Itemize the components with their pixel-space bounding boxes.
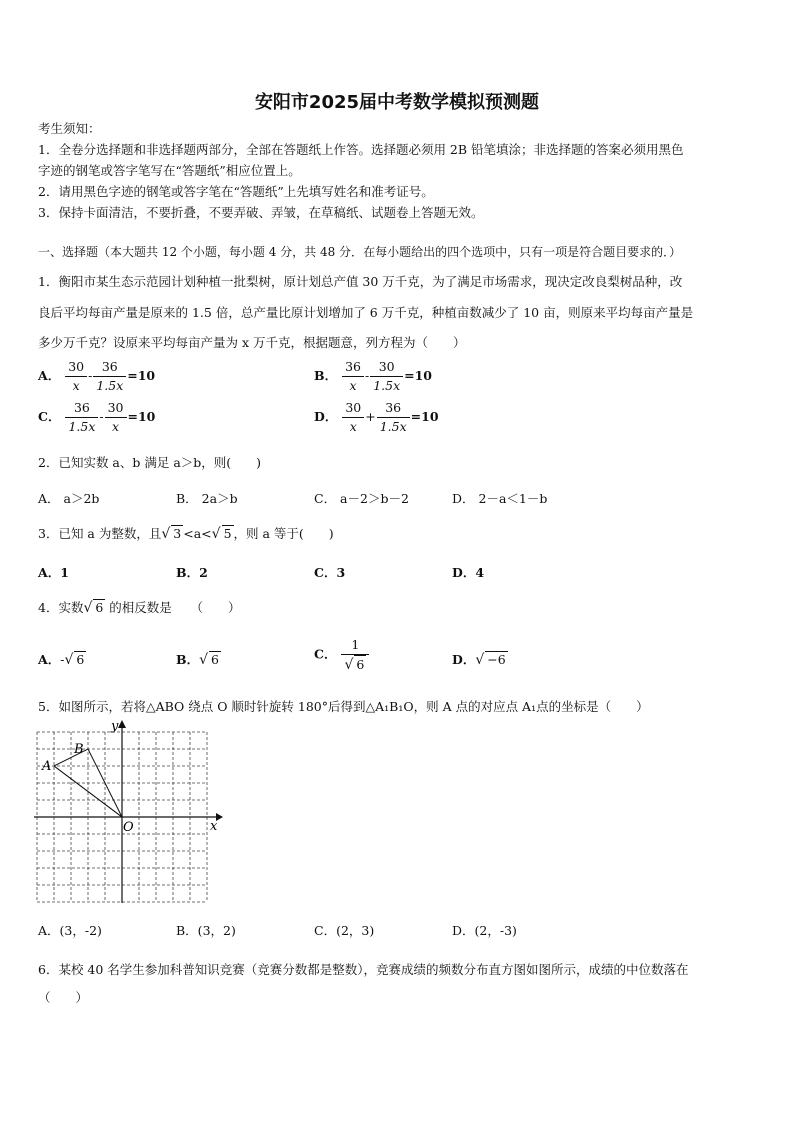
notice-item: 字迹的钢笔或答字笔写在“答题纸”相应位置上。 [38, 163, 301, 178]
q1-option-b: B． $\frac{36}{x}$ - $\frac{30}{1.5x}$ =10 [314, 359, 433, 393]
q2-option-c: C． a－2＞b－2 [314, 491, 409, 506]
q5-option-a: A．(3，-2) [38, 923, 102, 938]
y-axis-label: y [111, 719, 119, 734]
point-a-label: A [42, 759, 52, 774]
x-axis-label: x [210, 819, 218, 834]
page-title: 安阳市2025届中考数学模拟预测题 [254, 92, 540, 113]
q5-option-d: D．(2，-3) [452, 923, 517, 938]
q2-option-d: D． 2－a＜1－b [452, 491, 548, 506]
notice-heading: 考生须知： [38, 121, 101, 136]
q1-stem: 多少万千克？设原来平均每亩产量为 x 万千克，根据题意，列方程为（ ） [38, 335, 466, 350]
q4-option-d: D．√ −6 [452, 652, 506, 668]
q4-stem: 4．实数√ 6 的相反数是 （ ） [38, 600, 241, 616]
q1-stem: 良后平均每亩产量是原来的 1.5 倍，总产量比原计划增加了 6 万千克，种植亩数减少了 10 亩，则原来平均每亩产量是 [38, 305, 694, 320]
q1-option-d: D． $\frac{30}{x}$ + $\frac{36}{1.5x}$ =10 [314, 400, 439, 434]
q3-option-a: A．1 [38, 565, 69, 580]
notice-item: 3．保持卡面清洁，不要折叠，不要弄破、弄皱，在草稿纸、试题卷上答题无效。 [38, 205, 484, 220]
q3-option-c: C．3 [314, 565, 346, 580]
section-heading: 一、选择题（本大题共 12 个小题，每小题 4 分，共 48 分．在每小题给出的四个选项中，只有一项是符合题目要求的．） [38, 245, 682, 259]
point-b-label: B [74, 742, 84, 757]
q1-stem: 1．衡阳市某生态示范园计划种植一批梨树，原计划总产值 30 万千克，为了满足市场需求，现决定改良梨树品种，改 [38, 274, 683, 289]
q4-option-c: C． $\frac{1}{√ 6}$ [314, 636, 370, 674]
notice-item: 1．全卷分选择题和非选择题两部分，全部在答题纸上作答。选择题必须用 2B 铅笔填涂；非选择题的答案必须用黑色 [38, 142, 684, 157]
q4-option-b: B．√ 6 [176, 652, 219, 668]
q2-stem: 2．已知实数 a、b 满足 a＞b，则( ) [38, 455, 262, 470]
q6-stem: （ ） [38, 990, 89, 1005]
y-axis-arrow [118, 720, 126, 728]
q6-stem: 6．某校 40 名学生参加科普知识竞赛（竞赛分数都是整数），竞赛成绩的频数分布直方图如图所示，成绩的中位数落在 [38, 962, 689, 977]
q3-option-b: B．2 [176, 565, 208, 580]
q5-stem: 5．如图所示，若将△ABO 绕点 O 顺时针旋转 180°后得到△A₁B₁O，则 A 点的对应点 A₁点的坐标是（ ） [38, 699, 649, 714]
q5-coordinate-figure [34, 718, 224, 904]
notice-item: 2．请用黑色字迹的钢笔或答字笔在“答题纸”上先填写姓名和准考证号。 [38, 184, 434, 199]
q4-option-a: A．-√ 6 [38, 652, 85, 668]
q5-option-c: C．(2，3) [314, 923, 375, 938]
q3-option-d: D．4 [452, 565, 485, 580]
q3-stem: 3．已知 a 为整数，且√ 3 <a<√ 5 ，则 a 等于( ) [38, 526, 334, 542]
origin-label: O [123, 820, 134, 835]
q5-option-b: B．(3，2) [176, 923, 236, 938]
q2-option-a: A． a＞2b [38, 491, 100, 506]
q1-option-a: A． $\frac{30}{x}$ - $\frac{36}{1.5x}$ =10 [38, 359, 156, 393]
q1-option-c: C． $\frac{36}{1.5x}$ - $\frac{30}{x}$ =10 [38, 400, 156, 434]
q2-option-b: B． 2a＞b [176, 491, 238, 506]
